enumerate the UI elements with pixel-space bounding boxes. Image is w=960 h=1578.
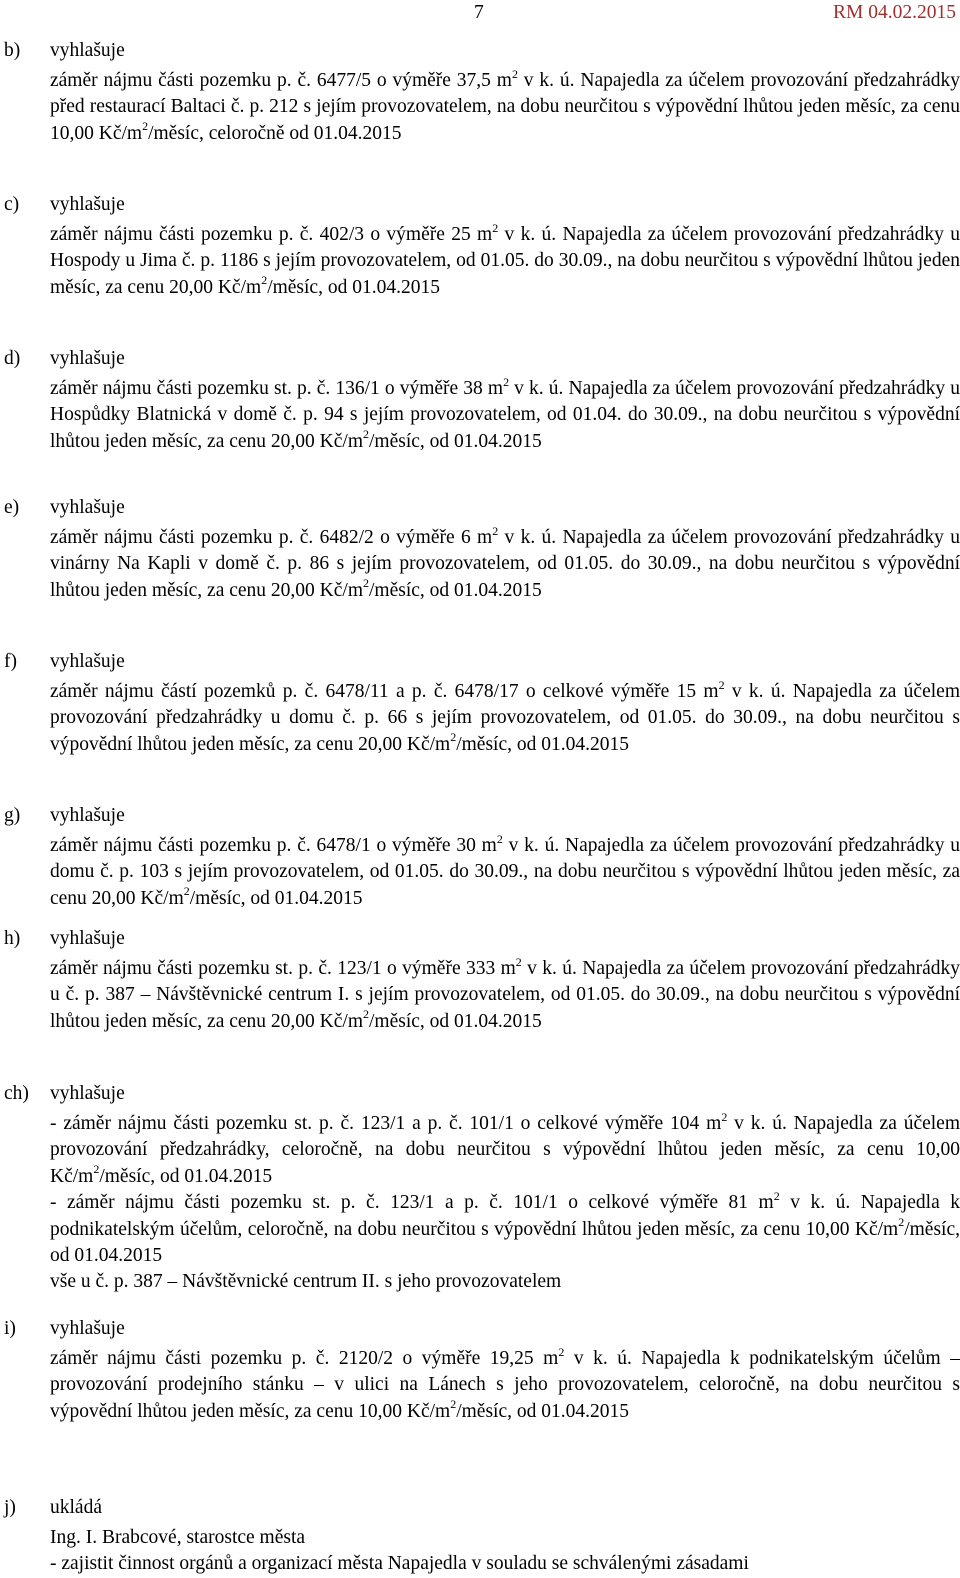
section-label: i) bbox=[4, 1318, 16, 1339]
section-verb: vyhlašuje bbox=[50, 1318, 125, 1339]
superscript: 2 bbox=[492, 220, 499, 235]
text-run: vše u č. p. 387 – Návštěvnické centrum II. s jeho provozovatelem bbox=[50, 1271, 562, 1293]
text-run: záměr nájmu části pozemku st. p. č. 136/1 o výměře 38 m bbox=[50, 378, 504, 399]
page-header bbox=[0, 2, 960, 28]
section-label: g) bbox=[4, 805, 21, 826]
superscript: 2 bbox=[511, 66, 518, 81]
text-run: záměr nájmu části pozemku p. č. 6482/2 o výměře 6 m bbox=[50, 527, 493, 548]
text-run: - záměr nájmu části pozemku st. p. č. 123/1 a p. č. 101/1 o celkové výměře 104 m bbox=[50, 1113, 722, 1134]
paragraph bbox=[50, 1269, 960, 1295]
page-number: 7 bbox=[474, 2, 484, 23]
superscript: 2 bbox=[718, 677, 725, 692]
superscript: 2 bbox=[515, 954, 522, 969]
text-run: v k. ú. Napajedla k podnikatelským účelům, celoročně, na dobu neurčitou s výpovědní lhůtou jeden měsíc, za cenu 10,00 Kč/m bbox=[50, 1192, 960, 1240]
text-run: v k. ú. Napajedla za účelem provozování předzahrádky u domu č. p. 103 s jejím provozovatelem, od 01.05. do 30.09., na dobu neurčitou s výpovědní lhůtou jeden měsíc, za cenu 20,00 Kč/m bbox=[50, 835, 960, 909]
paragraph bbox=[50, 1111, 960, 1190]
superscript: 2 bbox=[261, 273, 268, 288]
section-text bbox=[50, 1346, 960, 1425]
superscript: 2 bbox=[503, 374, 510, 389]
superscript: 2 bbox=[898, 1215, 905, 1230]
superscript: 2 bbox=[363, 576, 369, 591]
text-run: v k. ú. Napajedla za účelem provozování předzahrádky u Hospůdky Blatnická v domě č. p. 94 s jejím provozovatelem, od 01.04. do 30.09., na dobu neurčitou s výpovědní lhůtou jeden měsíc, za cenu 20,00 Kč/m bbox=[50, 378, 960, 452]
section-verb: vyhlašuje bbox=[50, 805, 125, 826]
section-text bbox=[50, 222, 960, 301]
paragraph bbox=[50, 525, 960, 604]
section-label: h) bbox=[4, 928, 21, 949]
text-run: v k. ú. Napajedla za účelem provozování předzahrádky u domu č. p. 66 s jejím provozovatelem, od 01.05. do 30.09., na dobu neurčitou s výpovědní lhůtou jeden měsíc, za cenu 20,00 Kč/m bbox=[50, 681, 960, 755]
superscript: 2 bbox=[93, 1162, 100, 1177]
section-text bbox=[50, 679, 960, 758]
text-run: /měsíc, celoročně od 01.04.2015 bbox=[148, 122, 402, 144]
text-run: /měsíc, od 01.04.2015 bbox=[456, 733, 629, 755]
text-run: - záměr nájmu části pozemku st. p. č. 123/1 a p. č. 101/1 o celkové výměře 81 m bbox=[50, 1192, 774, 1214]
superscript: 2 bbox=[450, 730, 457, 745]
section-label: d) bbox=[4, 348, 21, 369]
section-verb: vyhlašuje bbox=[50, 497, 125, 518]
paragraph bbox=[50, 222, 960, 301]
superscript: 2 bbox=[492, 523, 499, 538]
section-verb: ukládá bbox=[50, 1497, 102, 1518]
superscript: 2 bbox=[496, 831, 503, 846]
superscript: 2 bbox=[558, 1344, 565, 1359]
section-label: ch) bbox=[4, 1083, 29, 1104]
superscript: 2 bbox=[142, 119, 149, 134]
text-run: záměr nájmu části pozemku st. p. č. 123/1 o výměře 333 m bbox=[50, 958, 516, 979]
section-text bbox=[50, 68, 960, 147]
text-run: záměr nájmu části pozemku p. č. 402/3 o výměře 25 m bbox=[50, 224, 493, 245]
paragraph bbox=[50, 1525, 960, 1551]
text-run: záměr nájmu části pozemku p. č. 6478/1 o výměře 30 m bbox=[50, 835, 497, 856]
text-run: /měsíc, od 01.04.2015 bbox=[369, 1010, 542, 1032]
text-run: záměr nájmu části pozemku p. č. 2120/2 o výměře 19,25 m bbox=[50, 1348, 559, 1369]
text-run: - zajistit činnost orgánů a organizací města Napajedla v souladu se schválenými zásadami bbox=[50, 1553, 749, 1575]
text-run: /měsíc, od 01.04.2015 bbox=[99, 1165, 273, 1187]
text-run: záměr nájmu části pozemku p. č. 6477/5 o výměře 37,5 m bbox=[50, 70, 512, 91]
section-label: b) bbox=[4, 40, 21, 61]
paragraph bbox=[50, 833, 960, 912]
paragraph bbox=[50, 1346, 960, 1425]
section-text bbox=[50, 376, 960, 455]
document-date: RM 04.02.2015 bbox=[833, 2, 956, 23]
section-label: e) bbox=[4, 497, 20, 518]
paragraph bbox=[50, 1190, 960, 1269]
section-label: j) bbox=[4, 1497, 16, 1518]
section-verb: vyhlašuje bbox=[50, 194, 125, 215]
section-text bbox=[50, 525, 960, 604]
text-run: /měsíc, od 01.04.2015 bbox=[456, 1400, 629, 1422]
section-label: f) bbox=[4, 651, 17, 672]
section-text bbox=[50, 1111, 960, 1296]
section-verb: vyhlašuje bbox=[50, 348, 125, 369]
section-text bbox=[50, 1525, 960, 1578]
text-run: v k. ú. Napajedla za účelem provozování předzahrádky, celoročně, na dobu neurčitou s výpovědní lhůtou jeden měsíc, za cenu 10,00 Kč/m bbox=[50, 1113, 960, 1187]
text-run: /měsíc, od 01.04.2015 bbox=[189, 887, 363, 909]
paragraph bbox=[50, 1551, 960, 1577]
superscript: 2 bbox=[773, 1188, 780, 1203]
text-run: Ing. I. Brabcové, starostce města bbox=[50, 1527, 306, 1548]
text-run: /měsíc, od 01.04.2015 bbox=[369, 430, 542, 452]
section-verb: vyhlašuje bbox=[50, 40, 125, 61]
paragraph bbox=[50, 679, 960, 758]
section-text bbox=[50, 956, 960, 1035]
paragraph bbox=[50, 68, 960, 147]
superscript: 2 bbox=[363, 427, 369, 442]
text-run: v k. ú. Napajedla za účelem provozování předzahrádky u vinárny Na Kapli v domě č. p. 86 s jejím provozovatelem, od 01.05. do 30.09., na dobu neurčitou s výpovědní lhůtou jeden měsíc, za cenu 20,00 Kč/m bbox=[50, 527, 960, 601]
paragraph bbox=[50, 376, 960, 455]
text-run: v k. ú. Napajedla k podnikatelským účelům – provozování prodejního stánku – v ulici na Lánech s jeho provozovatelem, celoročně, na dobu neurčitou s výpovědní lhůtou jeden měsíc, za cenu 10,00 Kč/m bbox=[50, 1348, 960, 1422]
section-verb: vyhlašuje bbox=[50, 1083, 125, 1104]
text-run: /měsíc, od 01.04.2015 bbox=[50, 1218, 960, 1267]
section-verb: vyhlašuje bbox=[50, 651, 125, 672]
section-text bbox=[50, 833, 960, 912]
superscript: 2 bbox=[450, 1397, 457, 1412]
text-run: v k. ú. Napajedla za účelem provozování předzahrádky u Hospody u Jima č. p. 1186 s jejím provozovatelem, od 01.05. do 30.09., na dobu neurčitou s výpovědní lhůtou jeden měsíc, za cenu 20,00 Kč/m bbox=[50, 224, 960, 298]
text-run: záměr nájmu částí pozemků p. č. 6478/11 a p. č. 6478/17 o celkové výměře 15 m bbox=[50, 681, 719, 702]
text-run: v k. ú. Napajedla za účelem provozování předzahrádky u č. p. 387 – Návštěvnické centrum I. s jejím provozovatelem, od 01.05. do 30.09., na dobu neurčitou s výpovědní lhůtou jeden měsíc, za cenu 20,00 Kč/m bbox=[50, 958, 960, 1032]
text-run: /měsíc, od 01.04.2015 bbox=[369, 579, 542, 601]
superscript: 2 bbox=[183, 884, 190, 899]
section-verb: vyhlašuje bbox=[50, 928, 125, 949]
superscript: 2 bbox=[721, 1109, 728, 1124]
text-run: /měsíc, od 01.04.2015 bbox=[267, 276, 440, 298]
text-run: v k. ú. Napajedla za účelem provozování předzahrádky před restaurací Baltaci č. p. 212 s jejím provozovatelem, na dobu neurčitou s výpovědní lhůtou jeden měsíc, za cenu 10,00 Kč/m bbox=[50, 70, 960, 144]
paragraph bbox=[50, 956, 960, 1035]
superscript: 2 bbox=[363, 1007, 369, 1022]
section-label: c) bbox=[4, 194, 20, 215]
